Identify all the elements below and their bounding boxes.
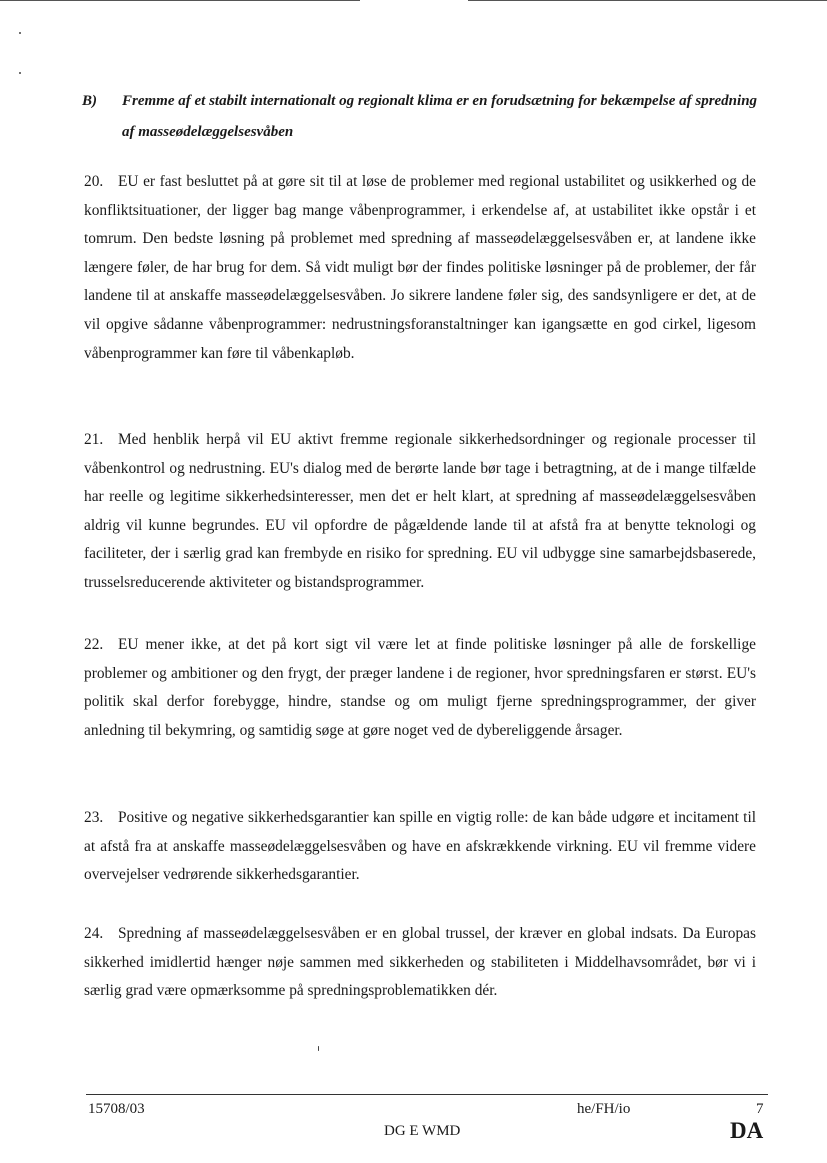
scan-top-edge-right (468, 0, 827, 1)
paragraph-number: 20. (84, 173, 104, 190)
scan-speck (19, 32, 21, 34)
paragraph-21 (84, 426, 756, 598)
page-number: 7 (756, 1101, 764, 1117)
paragraph-number: 24. (84, 925, 104, 942)
paragraph-22 (84, 631, 756, 745)
scan-speck (19, 72, 21, 74)
paragraph-text: EU er fast besluttet på at gøre sit til at løse de problemer med regional ustabilitet og usikkerhed og de konfliktsituationer, der ligger bag mange våbenprogrammer, i erkendelse af, at ustabilitet ikke opstår i et tomrum. Den bedste løsning på problemet med spredning af masseødelæggelsesvåben er, at landene ikke længere føler, de har brug for dem. Så vidt muligt bør der findes politiske løsninger på de problemer, der får landene til at anskaffe masseødelæggelsesvåben. Jo sikrere landene føler sig, des sandsynligere er det, at de vil opgive sådanne våbenprogrammer: nedrustningsforanstaltninger kan igangsætte en god cirkel, ligesom våbenprogrammer kan føre til våbenkapløb. (84, 173, 756, 362)
scan-speck (318, 1046, 319, 1051)
section-heading (82, 86, 772, 148)
paragraph-24 (84, 920, 756, 1006)
section-title: Fremme af et stabilt internationalt og regionalt klima er en forudsætning for bekæmpelse af spredning af masseødelæggelsesvåben (122, 93, 758, 140)
paragraph-text: EU mener ikke, at det på kort sigt vil være let at finde politiske løsninger på alle de forskellige problemer og ambitioner og den frygt, der præger landene i de regioner, hvor spredningsfaren er størst. EU's politik skal derfor forebygge, hindre, standse og om muligt fjerne spredningsprogrammer, der giver anledning til bekymring, og samtidig søge at gøre noget ved de dybereliggende årsager. (84, 636, 756, 739)
paragraph-number: 22. (84, 636, 104, 653)
author-initials: he/FH/io (577, 1101, 631, 1117)
footer-rule (86, 1094, 768, 1095)
paragraph-number: 21. (84, 431, 104, 448)
scan-top-edge-left (0, 0, 360, 1)
paragraph-number: 23. (84, 809, 104, 826)
paragraph-20 (84, 168, 756, 368)
language-code: DA (730, 1118, 764, 1143)
document-reference: 15708/03 (88, 1101, 145, 1117)
directorate: DG E WMD (384, 1123, 461, 1139)
paragraph-text: Spredning af masseødelæggelsesvåben er en global trussel, der kræver en global indsats. Da Europas sikkerhed imidlertid hænger nøje sammen med sikkerheden og stabiliteten i Middelhavsområdet, bør vi i særlig grad være opmærksomme på spredningsproblematikken dér. (84, 925, 756, 1000)
paragraph-text: Positive og negative sikkerhedsgarantier kan spille en vigtig rolle: de kan både udgøre et incitament til at afstå fra at anskaffe masseødelæggelsesvåben og have en afskrækkende virkning. EU vil fremme videre overvejelser vedrørende sikkerhedsgarantier. (84, 809, 756, 884)
paragraph-23 (84, 804, 756, 890)
paragraph-text: Med henblik herpå vil EU aktivt fremme regionale sikkerhedsordninger og regionale processer til våbenkontrol og nedrustning. EU's dialog med de berørte lande bør tage i betragtning, at de i mange tilfælde har reelle og legitime sikkerhedsinteresser, men det er helt klart, at spredning af masseødelæggelsesvåben aldrig vil kunne begrundes. EU vil opfordre de pågældende lande til at afstå fra at benytte teknologi og faciliteter, der i særlig grad kan frembyde en risiko for spredning. EU vil udbygge sine samarbejdsbaserede, trusselsreducerende aktiviteter og bistandsprogrammer. (84, 431, 756, 591)
section-letter: B) (82, 93, 97, 109)
